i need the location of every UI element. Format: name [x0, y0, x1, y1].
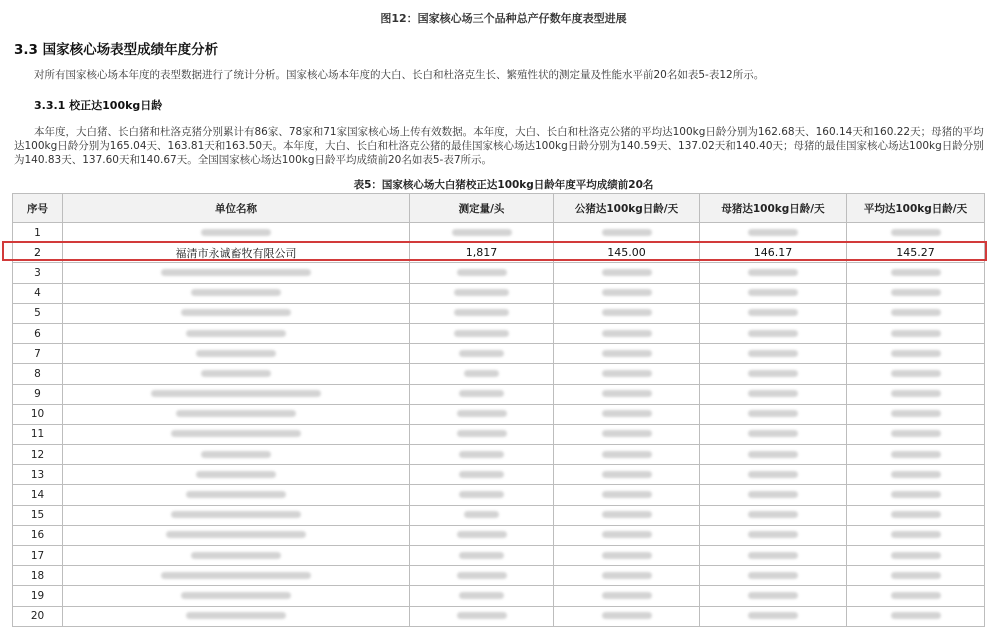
blurred-cell [847, 344, 985, 364]
blurred-text [457, 572, 507, 579]
blurred-cell [847, 485, 985, 505]
ranking-table [12, 193, 985, 627]
blurred-cell [847, 566, 985, 586]
header-rank: 序号 [13, 194, 63, 223]
blurred-text [748, 451, 798, 458]
sow-days-cell: 146.17 [700, 243, 847, 263]
blurred-cell [554, 465, 700, 485]
table-row [13, 566, 985, 586]
blurred-cell [63, 384, 410, 404]
rank-cell: 18 [13, 566, 63, 586]
rank-cell: 17 [13, 546, 63, 566]
blurred-cell [700, 323, 847, 343]
rank-cell: 14 [13, 485, 63, 505]
blurred-cell [63, 566, 410, 586]
blurred-text [748, 531, 798, 538]
table-row [13, 364, 985, 384]
blurred-cell [554, 384, 700, 404]
blurred-text [186, 612, 286, 619]
rank-cell: 13 [13, 465, 63, 485]
rank-cell: 1 [13, 223, 63, 243]
table-row [13, 485, 985, 505]
blurred-text [602, 572, 652, 579]
blurred-text [748, 370, 798, 377]
blurred-cell [63, 303, 410, 323]
blurred-text [891, 350, 941, 357]
blurred-cell [410, 303, 554, 323]
blurred-cell [410, 525, 554, 545]
blurred-text [201, 451, 271, 458]
blurred-text [464, 370, 499, 377]
blurred-cell [554, 445, 700, 465]
blurred-cell [554, 586, 700, 606]
blurred-cell [63, 344, 410, 364]
blurred-cell [554, 566, 700, 586]
blurred-text [464, 511, 499, 518]
blurred-cell [554, 323, 700, 343]
blurred-text [602, 350, 652, 357]
blurred-cell [700, 283, 847, 303]
blurred-cell [700, 223, 847, 243]
blurred-text [602, 552, 652, 559]
blurred-text [454, 330, 509, 337]
table-row [13, 344, 985, 364]
blurred-cell [847, 303, 985, 323]
table-row [13, 303, 985, 323]
blurred-cell [700, 525, 847, 545]
blurred-text [459, 491, 504, 498]
blurred-cell [63, 323, 410, 343]
blurred-text [459, 350, 504, 357]
blurred-text [748, 350, 798, 357]
blurred-text [196, 350, 276, 357]
blurred-text [602, 289, 652, 296]
blurred-cell [554, 606, 700, 626]
rank-cell: 3 [13, 263, 63, 283]
blurred-cell [847, 364, 985, 384]
blurred-text [452, 229, 512, 236]
table-caption: 表5：国家核心场大白猪校正达100kg日龄年度平均成绩前20名 [353, 179, 654, 191]
blurred-cell [847, 424, 985, 444]
blurred-cell [410, 424, 554, 444]
blurred-cell [63, 525, 410, 545]
blurred-text [454, 289, 509, 296]
blurred-cell [847, 223, 985, 243]
blurred-text [891, 390, 941, 397]
blurred-text [171, 430, 301, 437]
table-row [13, 323, 985, 343]
count-cell: 1,817 [410, 243, 554, 263]
blurred-cell [554, 424, 700, 444]
blurred-cell [410, 505, 554, 525]
highlighted-row [13, 243, 985, 263]
rank-cell: 6 [13, 323, 63, 343]
blurred-text [459, 451, 504, 458]
intro-paragraph: 对所有国家核心场本年度的表型数据进行了统计分析。国家核心场本年度的大白、长白和杜洛克生长、繁殖性状的测定量及性能水平前20名如表5-表12所示。 [34, 69, 765, 81]
rank-cell: 5 [13, 303, 63, 323]
blurred-text [201, 370, 271, 377]
blurred-cell [554, 344, 700, 364]
table-row [13, 445, 985, 465]
rank-cell: 2 [13, 243, 63, 263]
blurred-cell [63, 223, 410, 243]
blurred-text [176, 410, 296, 417]
rank-cell: 8 [13, 364, 63, 384]
blurred-cell [700, 566, 847, 586]
table-header-row [13, 194, 985, 223]
blurred-text [602, 390, 652, 397]
blurred-text [602, 309, 652, 316]
table-row [13, 505, 985, 525]
blurred-cell [847, 263, 985, 283]
blurred-text [161, 269, 311, 276]
rank-cell: 20 [13, 606, 63, 626]
blurred-cell [700, 586, 847, 606]
blurred-text [186, 491, 286, 498]
blurred-cell [410, 323, 554, 343]
rank-cell: 11 [13, 424, 63, 444]
blurred-text [748, 612, 798, 619]
blurred-cell [63, 465, 410, 485]
blurred-cell [63, 404, 410, 424]
blurred-text [748, 410, 798, 417]
blurred-text [748, 269, 798, 276]
blurred-cell [700, 465, 847, 485]
header-boar-days: 公猪达100kg日龄/天 [554, 194, 700, 223]
blurred-text [151, 390, 321, 397]
rank-cell: 16 [13, 525, 63, 545]
blurred-text [748, 552, 798, 559]
blurred-cell [554, 263, 700, 283]
table-row [13, 404, 985, 424]
blurred-cell [554, 303, 700, 323]
blurred-text [602, 330, 652, 337]
blurred-cell [700, 364, 847, 384]
blurred-cell [554, 485, 700, 505]
blurred-text [748, 511, 798, 518]
header-avg-days: 平均达100kg日龄/天 [847, 194, 985, 223]
table-row [13, 546, 985, 566]
blurred-text [891, 229, 941, 236]
header-count: 测定量/头 [410, 194, 554, 223]
table-row [13, 283, 985, 303]
blurred-cell [63, 263, 410, 283]
blurred-cell [554, 364, 700, 384]
blurred-text [602, 370, 652, 377]
unit-name-cell: 福清市永诚畜牧有限公司 [63, 243, 410, 263]
blurred-cell [410, 223, 554, 243]
blurred-text [891, 309, 941, 316]
blurred-text [891, 552, 941, 559]
blurred-text [457, 430, 507, 437]
blurred-cell [410, 606, 554, 626]
blurred-cell [63, 505, 410, 525]
figure-caption: 图12：国家核心场三个品种总产仔数年度表型进展 [380, 12, 627, 25]
blurred-cell [63, 485, 410, 505]
blurred-cell [410, 445, 554, 465]
blurred-cell [63, 424, 410, 444]
blurred-text [191, 552, 281, 559]
body-paragraph: 本年度，大白猪、长白猪和杜洛克猪分别累计有86家、78家和71家国家核心场上传有效数据。本年度，大白、长白和杜洛克公猪的平均达100kg日龄分别为162.68天、160.14天和160.22天；母猪的平均达100kg日龄分别为165.04天、163.81天和163.50天。本年度，大白、长白和杜洛克公猪的最佳国家核心场达100kg日龄分别为140.59天、137.02天和140.40天；母猪的最佳国家核心场达100kg日龄分别为140.83天、137.60天和140.67天。全国国家核心场达100kg日龄平均成绩前20名如表5-表7所示。 [14, 126, 984, 166]
table-row [13, 223, 985, 243]
table-row [13, 465, 985, 485]
blurred-text [602, 491, 652, 498]
blurred-text [891, 430, 941, 437]
blurred-text [457, 612, 507, 619]
blurred-cell [63, 364, 410, 384]
blurred-cell [410, 485, 554, 505]
blurred-text [457, 410, 507, 417]
blurred-text [166, 531, 306, 538]
blurred-text [602, 451, 652, 458]
blurred-cell [847, 606, 985, 626]
blurred-cell [847, 546, 985, 566]
blurred-text [748, 309, 798, 316]
blurred-cell [554, 223, 700, 243]
section-heading: 3.3 国家核心场表型成绩年度分析 [14, 42, 219, 58]
blurred-cell [847, 465, 985, 485]
blurred-text [891, 269, 941, 276]
blurred-cell [554, 283, 700, 303]
blurred-cell [410, 344, 554, 364]
blurred-cell [700, 546, 847, 566]
blurred-cell [700, 384, 847, 404]
blurred-cell [847, 525, 985, 545]
blurred-cell [700, 404, 847, 424]
blurred-text [891, 531, 941, 538]
blurred-cell [410, 586, 554, 606]
blurred-text [748, 491, 798, 498]
table-row [13, 586, 985, 606]
blurred-text [748, 330, 798, 337]
blurred-text [602, 592, 652, 599]
blurred-text [748, 289, 798, 296]
blurred-text [602, 612, 652, 619]
blurred-text [459, 471, 504, 478]
rank-cell: 10 [13, 404, 63, 424]
blurred-cell [554, 404, 700, 424]
blurred-cell [63, 606, 410, 626]
blurred-text [891, 289, 941, 296]
boar-days-cell: 145.00 [554, 243, 700, 263]
rank-cell: 15 [13, 505, 63, 525]
blurred-cell [410, 404, 554, 424]
blurred-text [602, 229, 652, 236]
blurred-text [891, 410, 941, 417]
blurred-text [457, 269, 507, 276]
table-row [13, 263, 985, 283]
rank-cell: 19 [13, 586, 63, 606]
blurred-text [748, 592, 798, 599]
blurred-text [186, 330, 286, 337]
blurred-cell [700, 606, 847, 626]
blurred-text [181, 309, 291, 316]
blurred-text [891, 370, 941, 377]
table-row [13, 424, 985, 444]
blurred-cell [410, 384, 554, 404]
blurred-cell [63, 283, 410, 303]
blurred-text [748, 430, 798, 437]
blurred-text [891, 451, 941, 458]
blurred-text [459, 552, 504, 559]
blurred-text [457, 531, 507, 538]
blurred-cell [700, 445, 847, 465]
blurred-text [602, 531, 652, 538]
blurred-cell [847, 384, 985, 404]
rank-cell: 7 [13, 344, 63, 364]
rank-cell: 4 [13, 283, 63, 303]
blurred-cell [847, 586, 985, 606]
blurred-text [748, 572, 798, 579]
blurred-text [748, 471, 798, 478]
blurred-cell [847, 283, 985, 303]
blurred-cell [410, 546, 554, 566]
blurred-text [602, 511, 652, 518]
blurred-text [891, 592, 941, 599]
blurred-text [191, 289, 281, 296]
blurred-text [602, 410, 652, 417]
blurred-cell [847, 323, 985, 343]
blurred-text [602, 269, 652, 276]
blurred-text [891, 491, 941, 498]
blurred-cell [700, 303, 847, 323]
blurred-cell [63, 586, 410, 606]
blurred-text [459, 592, 504, 599]
table-row [13, 606, 985, 626]
blurred-text [748, 229, 798, 236]
header-unit-name: 单位名称 [63, 194, 410, 223]
blurred-cell [410, 566, 554, 586]
blurred-cell [700, 263, 847, 283]
blurred-cell [410, 283, 554, 303]
blurred-text [891, 330, 941, 337]
blurred-text [161, 572, 311, 579]
blurred-text [891, 511, 941, 518]
blurred-text [891, 471, 941, 478]
blurred-cell [847, 505, 985, 525]
blurred-text [181, 592, 291, 599]
blurred-cell [410, 263, 554, 283]
blurred-text [602, 471, 652, 478]
blurred-cell [410, 364, 554, 384]
blurred-cell [410, 465, 554, 485]
blurred-text [459, 390, 504, 397]
blurred-cell [700, 505, 847, 525]
blurred-cell [847, 404, 985, 424]
rank-cell: 12 [13, 445, 63, 465]
blurred-cell [554, 525, 700, 545]
blurred-text [891, 612, 941, 619]
blurred-cell [700, 344, 847, 364]
blurred-text [196, 471, 276, 478]
blurred-text [891, 572, 941, 579]
table-row [13, 525, 985, 545]
blurred-text [602, 430, 652, 437]
blurred-text [748, 390, 798, 397]
blurred-cell [847, 445, 985, 465]
rank-cell: 9 [13, 384, 63, 404]
blurred-text [454, 309, 509, 316]
avg-days-cell: 145.27 [847, 243, 985, 263]
blurred-cell [700, 424, 847, 444]
blurred-text [171, 511, 301, 518]
subsection-heading: 3.3.1 校正达100kg日龄 [34, 99, 163, 112]
blurred-cell [554, 546, 700, 566]
blurred-text [201, 229, 271, 236]
blurred-cell [63, 445, 410, 465]
blurred-cell [700, 485, 847, 505]
table-row [13, 384, 985, 404]
blurred-cell [554, 505, 700, 525]
blurred-cell [63, 546, 410, 566]
header-sow-days: 母猪达100kg日龄/天 [700, 194, 847, 223]
